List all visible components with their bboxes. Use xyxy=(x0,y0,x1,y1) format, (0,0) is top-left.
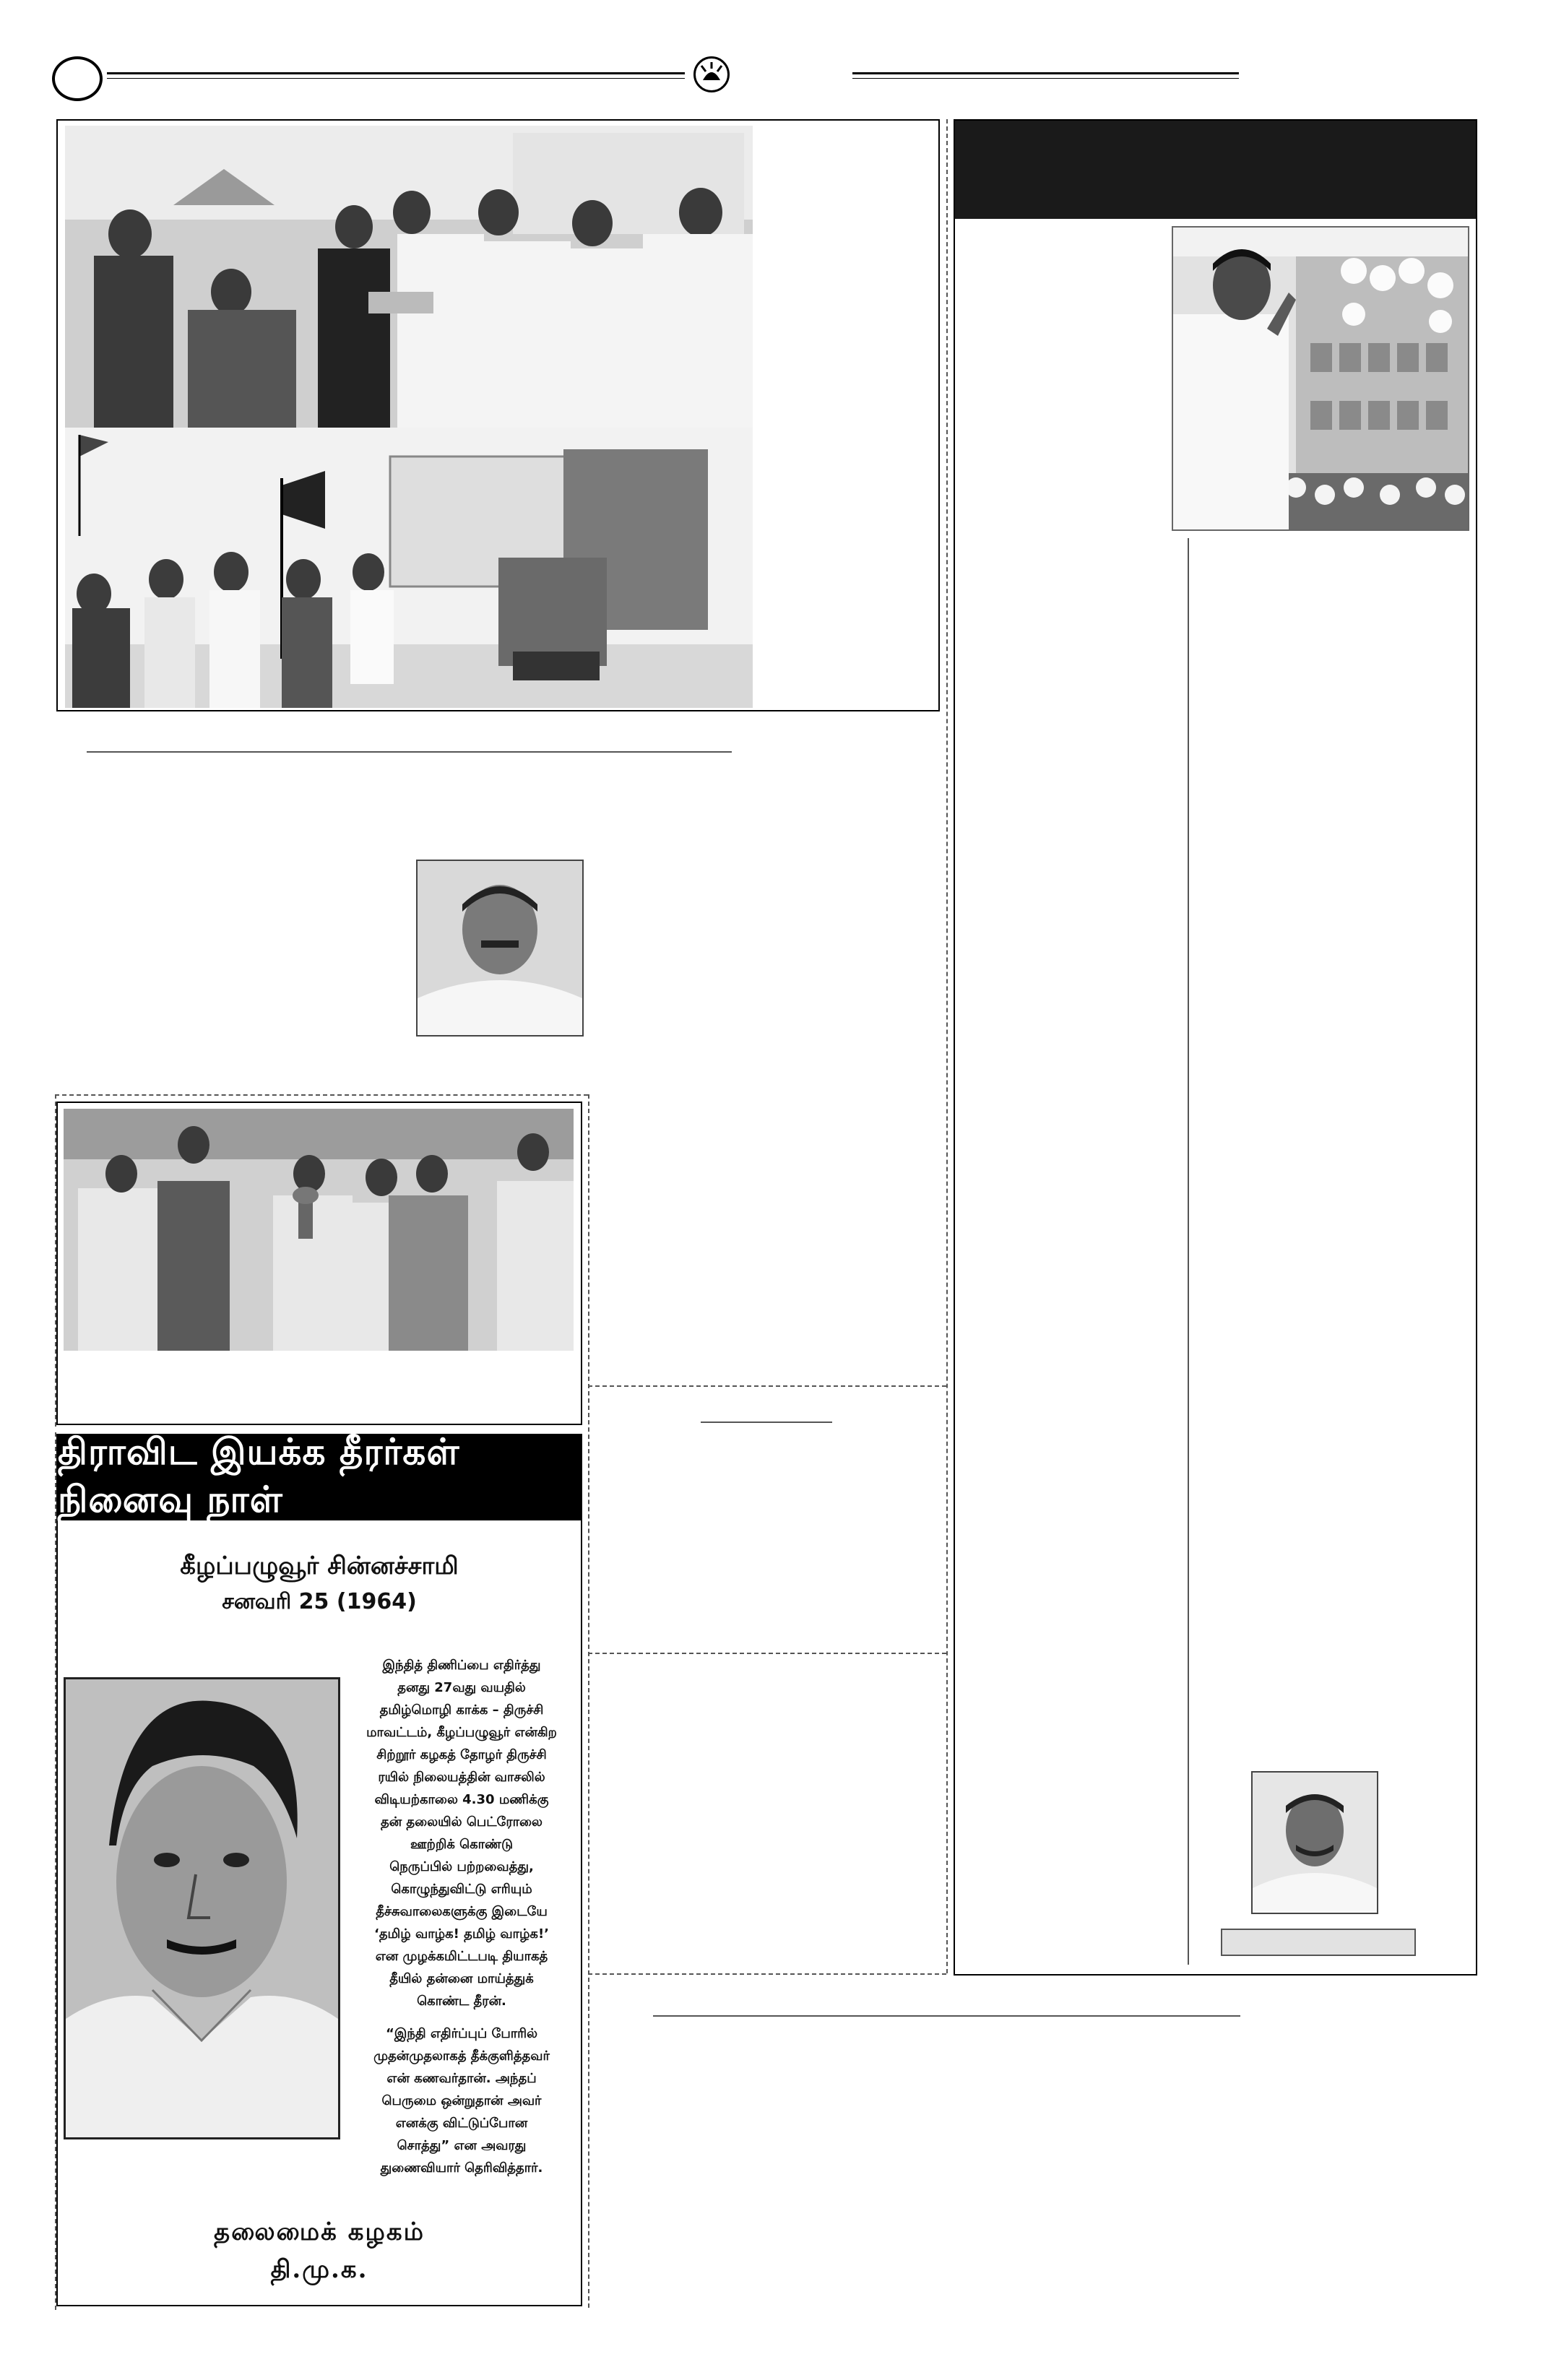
section-rule-bottom xyxy=(653,2015,1240,2017)
portrait-photo-leader xyxy=(416,860,584,1037)
description-line: கொழுந்துவிட்டு எரியும் xyxy=(391,1882,532,1897)
page-number-circle xyxy=(52,56,103,101)
memorial-banner-title: திராவிட இயக்க தீரர்கள் நினைவு நாள் xyxy=(58,1435,581,1520)
description-line: ஊற்றிக் கொண்டு xyxy=(410,1837,514,1852)
dashed-divider-mid-1 xyxy=(588,1385,946,1387)
description-line: ‘தமிழ் வாழ்க! தமிழ் வாழ்க!’ xyxy=(373,1926,549,1942)
quote-line: துணைவியார் தெரிவித்தார். xyxy=(380,2160,543,2176)
description-line: நெருப்பில் பற்றவைத்து, xyxy=(389,1859,534,1874)
martyr-date: சனவரி 25 (1964) xyxy=(222,1589,417,1614)
tribute-photo-martyrs-wall xyxy=(1172,226,1469,531)
short-rule-mid xyxy=(701,1421,832,1423)
event-photo-trophy-presentation xyxy=(64,1109,574,1351)
quote-line: சொத்து” என அவரது xyxy=(397,2138,527,2153)
section-rule-top xyxy=(87,751,732,753)
quote-line: “இந்தி எதிர்ப்புப் போரில் xyxy=(385,2026,538,2041)
martyr-description xyxy=(344,1654,579,2179)
header-rule-right-thin xyxy=(852,78,1239,79)
martyr-name: கீழப்பழுவூர் சின்னச்சாமி xyxy=(180,1552,459,1580)
quote-line: என் கணவர்தான். அந்தப் xyxy=(386,2071,537,2086)
description-line: தனது 27வது வயதில் xyxy=(397,1680,526,1695)
description-line: விடியற்காலை 4.30 மணிக்கு xyxy=(374,1792,549,1807)
description-line: தீச்சுவாலைகளுக்கு இடையே xyxy=(376,1904,548,1919)
header-rule-left-thin xyxy=(107,78,685,79)
description-line: தன் தலையில் பெட்ரோலை xyxy=(380,1814,543,1830)
dashed-divider-mid-3 xyxy=(588,1973,946,1975)
description-line: தீயில் தன்னை மாய்த்துக் xyxy=(389,1971,534,1986)
quote-line: எனக்கு விட்டுப்போன xyxy=(395,2116,528,2131)
memorial-footer-party: தி.மு.க. xyxy=(270,2255,368,2284)
description-line: சிற்றூர் கழகத் தோழர் திருச்சி xyxy=(376,1747,547,1762)
dashed-divider-mid-2 xyxy=(588,1653,946,1654)
quote-line: முதன்முதலாகத் தீக்குளித்தவர் xyxy=(373,2048,550,2064)
header-rule-left xyxy=(107,72,685,74)
rising-sun-emblem-icon xyxy=(693,56,730,92)
header-rule-right xyxy=(852,72,1239,74)
event-photo-excavator-launch xyxy=(65,428,753,708)
dashed-divider-award-top xyxy=(55,1094,588,1096)
event-photo-relief-distribution xyxy=(65,126,753,428)
martyr-portrait-photo xyxy=(64,1677,340,2139)
right-column-header-bar xyxy=(955,121,1476,219)
dashed-divider-center xyxy=(946,119,948,1973)
description-line: என முழக்கமிட்டபடி தியாகத் xyxy=(375,1949,548,1964)
description-line: கொண்ட தீரன். xyxy=(417,1994,506,2009)
description-line: இந்தித் திணிப்பை எதிர்த்து xyxy=(382,1658,541,1673)
portrait-caption-box xyxy=(1221,1929,1416,1956)
memorial-footer-org: தலைமைக் கழகம் xyxy=(214,2217,425,2246)
dashed-divider-award-right xyxy=(588,1094,589,2308)
quote-line: பெருமை ஒன்றுதான் அவர் xyxy=(381,2093,542,2108)
description-line: ரயில் நிலையத்தின் வாசலில் xyxy=(378,1770,545,1785)
description-line: மாவட்டம், கீழப்பழுவூர் என்கிற xyxy=(366,1725,557,1740)
portrait-photo-elder xyxy=(1251,1771,1378,1914)
right-column-inner-divider xyxy=(1188,538,1189,1965)
description-line: தமிழ்மொழி காக்க – திருச்சி xyxy=(379,1702,544,1718)
